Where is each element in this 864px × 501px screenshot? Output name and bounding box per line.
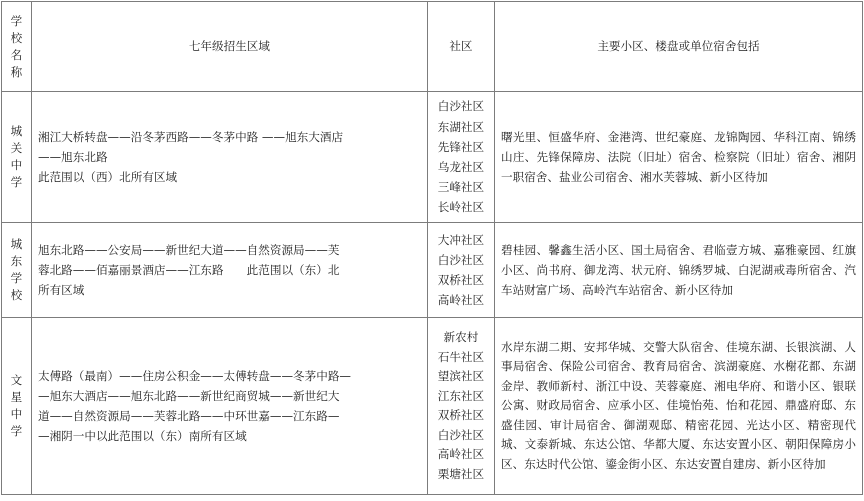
community-item: 双桥社区 (437, 273, 485, 287)
community-cell (427, 223, 494, 318)
school-name-part: 学校 (10, 271, 23, 302)
main-cell: 水岸东湖二期、安邦华城、交警大队宿舍、佳境东湖、长银滨湖、人事局宿舍、保险公司宿舍、教育局宿舍、滨湖豪庭、水榭花都、东湖金岸、教师新村、浙江中设、芙蓉豪庭、湘电华府、和谐小区、银联公寓、财政局宿舍、应承小区、佳境怡苑、怡和花园、鼎盛府邸、东盛佳园、审计局宿舍、御湖观邸、精密花园、光达小区、精密现代城、文泰新城、东达公馆、华都大厦、东达安置小区、朝阳保障房小区、东达时代公馆、鎏金街小区、东达安置自建房、新小区待加 (495, 318, 863, 495)
range-line: 旭东北路——公安局——新世纪大道——自然资源局——芙 (37, 242, 340, 257)
header-main: 主要小区、楼盘或单位宿舍包括 (495, 2, 863, 92)
community-item: 江东社区 (437, 388, 485, 403)
community-cell (427, 318, 494, 495)
header-school-char: 称 (10, 64, 23, 79)
range-cell (31, 92, 427, 223)
table-row (2, 318, 863, 495)
table-row (2, 92, 863, 223)
header-community: 社区 (427, 2, 494, 92)
enrollment-table (1, 1, 863, 495)
community-item: 栗塘社区 (437, 466, 485, 481)
range-line: 太傅路（最南）——住房公积金——太傅转盘——冬茅中路— (37, 368, 352, 383)
community-item: 望滨社区 (437, 369, 485, 383)
header-school-char: 名 (10, 47, 23, 62)
range-line: —湘阴一中以此范围以（东）南所有区域 (37, 429, 247, 444)
main-cell: 曙光里、恒盛华府、金港湾、世纪豪庭、龙锦陶园、华科江南、锦绣山庄、先锋保障房、法院（旧址）宿舍、检察院（旧址）宿舍、湘阴一职宿舍、盐业公司宿舍、湘水芙蓉城、新小区待加 (495, 92, 863, 223)
main-cell: 碧桂园、馨鑫生活小区、国土局宿舍、君临壹方城、嘉雅豪园、红旗小区、尚书府、御龙湾、状元府、锦绣罗城、白泥湖戒毒所宿舍、汽车站财富广场、高岭汽车站宿舍、新小区待加 (495, 223, 863, 318)
community-item: 双桥社区 (437, 408, 485, 422)
community-item: 大冲社区 (437, 232, 485, 247)
school-name-part: 城关 (10, 124, 23, 155)
range-line: —旭东大酒店——旭东北路——新世纪商贸城——新世纪大 (37, 388, 340, 403)
range-line: 所有区域 (37, 283, 85, 298)
header-school-char: 校 (10, 30, 23, 45)
range-line: 蓉北路——佰嘉丽景酒店——江东路 此范围以（东）北 (37, 262, 340, 277)
header-school (2, 2, 32, 92)
community-item: 三峰社区 (437, 180, 485, 195)
community-item: 石牛社区 (437, 349, 485, 364)
header-range: 七年级招生区域 (31, 2, 427, 92)
school-name (2, 318, 32, 495)
range-line: 湘江大桥转盘——沿冬茅西路——冬茅中路 ——旭东大酒店 (37, 129, 344, 144)
community-item: 长岭社区 (437, 200, 485, 215)
range-line: 道——自然资源局——芙蓉北路——中环世嘉——江东路— (37, 409, 340, 423)
community-item: 新农村 (443, 330, 479, 344)
community-item: 东湖社区 (437, 119, 485, 134)
school-name-part: 城东 (10, 237, 23, 268)
community-item: 乌龙社区 (437, 160, 485, 174)
school-name-part: 中学 (10, 407, 23, 438)
community-item: 白沙社区 (437, 99, 485, 114)
school-name-part: 中学 (10, 158, 23, 189)
community-item: 白沙社区 (437, 427, 485, 442)
table-row (2, 223, 863, 318)
community-cell (427, 92, 494, 223)
header-school-char: 学 (10, 13, 23, 28)
range-line: 此范围以（西）北所有区域 (37, 170, 178, 185)
range-cell (31, 223, 427, 318)
range-line: ——旭东北路 (37, 149, 108, 164)
range-cell (31, 318, 427, 495)
school-name (2, 92, 32, 223)
community-item: 高岭社区 (437, 447, 485, 461)
community-item: 高岭社区 (437, 293, 485, 308)
school-name-part: 文星 (10, 373, 23, 404)
school-name (2, 223, 32, 318)
community-item: 白沙社区 (437, 252, 485, 267)
community-item: 先锋社区 (437, 139, 485, 154)
header-row (2, 2, 863, 92)
